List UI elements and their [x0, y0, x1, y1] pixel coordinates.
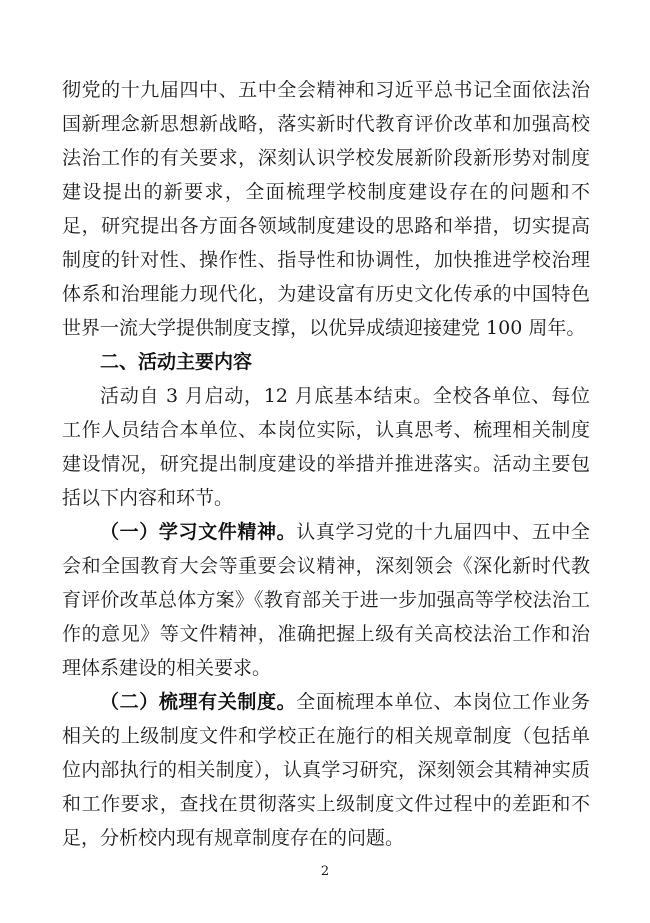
- paragraph: [62, 685, 590, 855]
- paragraph-text: 全面梳理本单位、本岗位工作业务相关的上级制度文件和学校正在施行的相关规章制度（包括单位内部执行的相关制度），认真学习研究，深刻领会其精神实质和工作要求，查找在贯彻落实上级制度文件过程中的差距和不足，分析校内现有规章制度存在的问题。: [62, 691, 590, 849]
- text-block: [62, 73, 590, 855]
- paragraph-lead: （二）梳理有关制度。: [100, 691, 297, 713]
- paragraph-text: 认真学习党的十九届四中、五中全会和全国教育大会等重要会议精神，深刻领会《深化新时代教育评价改革总体方案》《教育部关于进一步加强高等学校法治工作的意见》等文件精神，准确把握上级有关高校法治工作和治理体系建设的相关要求。: [62, 521, 590, 679]
- page-number: 2: [320, 864, 330, 879]
- paragraph: [62, 515, 590, 685]
- section-heading: 二、活动主要内容: [100, 351, 253, 373]
- paragraph: [62, 73, 590, 345]
- paragraph-text: 彻党的十九届四中、五中全会精神和习近平总书记全面依法治国新理念新思想新战略，落实新时代教育评价改革和加强高校法治工作的有关要求，深刻认识学校发展新阶段新形势对制度建设提出的新要求，全面梳理学校制度建设存在的问题和不足，研究提出各方面各领域制度建设的思路和举措，切实提高制度的针对性、操作性、指导性和协调性，加快推进学校治理体系和治理能力现代化，为建设富有历史文化传承的中国特色世界一流大学提供制度支撑，以优异成绩迎接建党 100 周年。: [62, 79, 590, 339]
- paragraph-text: 活动自 3 月启动，12 月底基本结束。全校各单位、每位工作人员结合本单位、本岗位实际，认真思考、梳理相关制度建设情况，研究提出制度建设的举措并推进落实。活动主要包括以下内容和环节。: [62, 385, 590, 509]
- paragraph: [62, 379, 590, 515]
- paragraph-lead: （一）学习文件精神。: [100, 521, 297, 543]
